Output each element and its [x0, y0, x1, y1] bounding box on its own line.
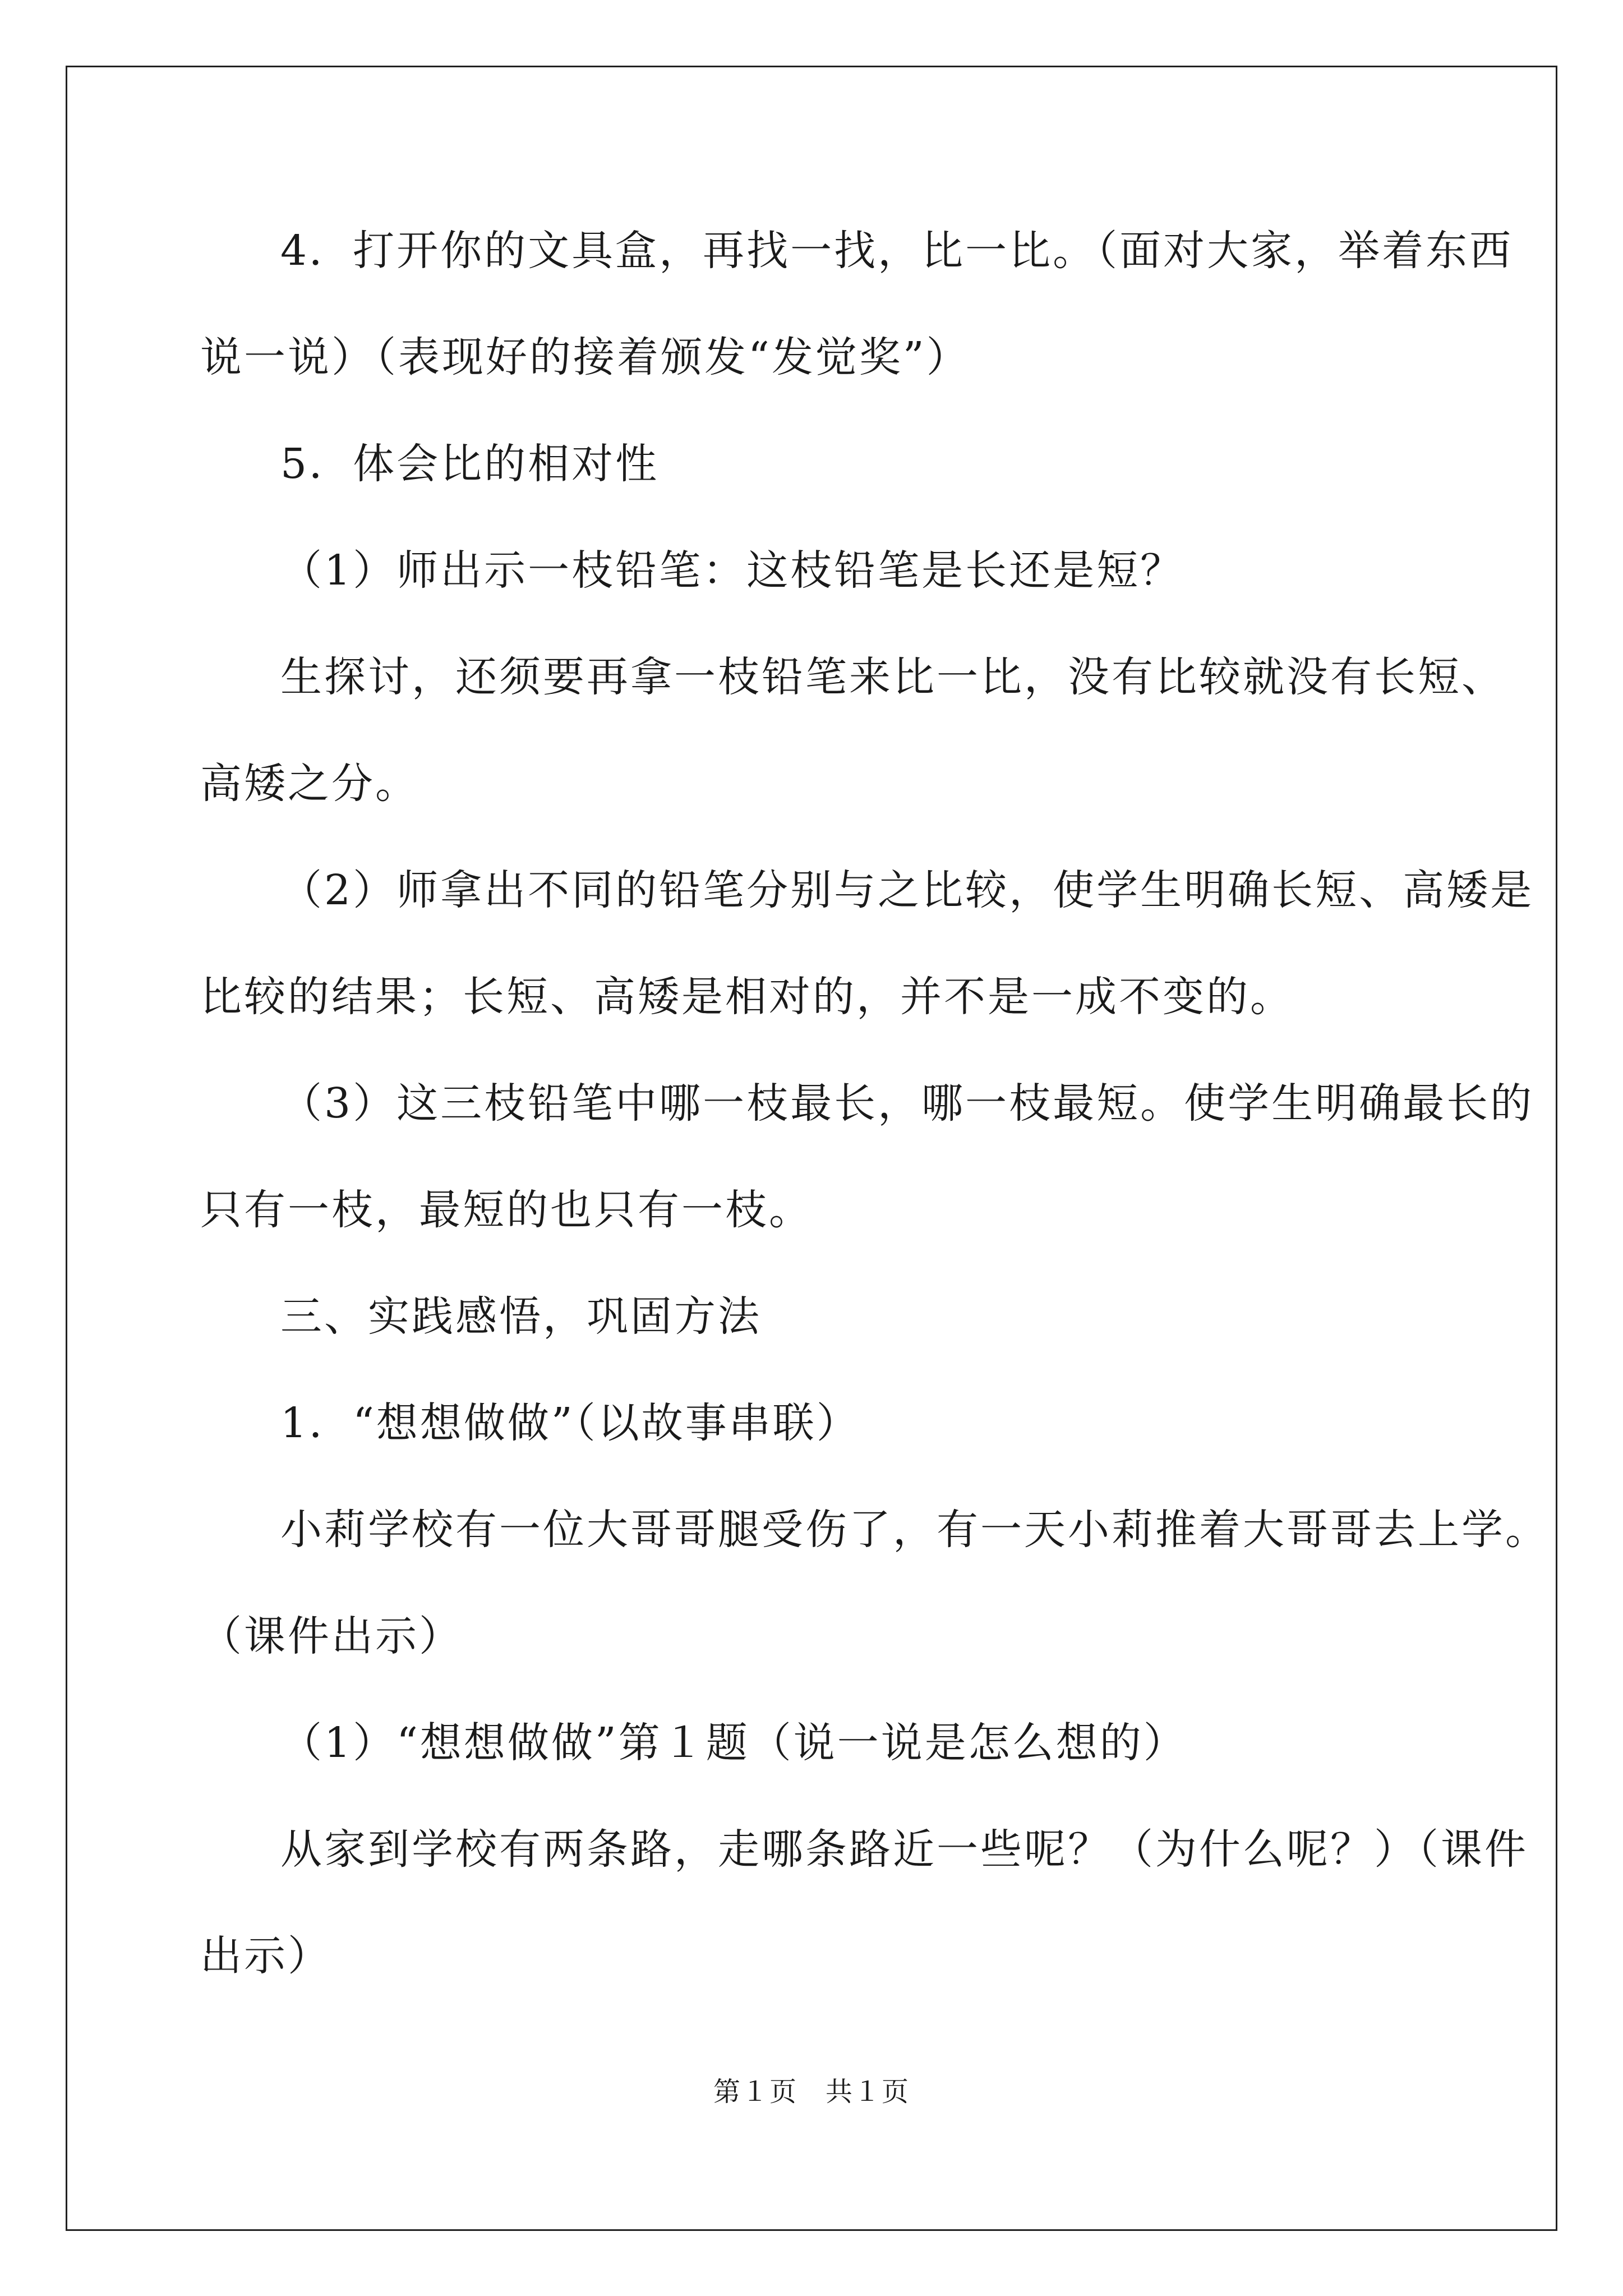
text-line: （1）“想想做做”第１题（说一说是怎么想的）: [280, 1719, 1187, 1767]
text-line: （2）师拿出不同的铅笔分别与之比较，使学生明确长短、高矮是: [280, 866, 1534, 914]
text-line: 三、实践感悟，巩固方法: [280, 1292, 762, 1341]
text-line: 小莉学校有一位大哥哥腿受伤了，有一天小莉推着大哥哥去上学。: [280, 1506, 1549, 1554]
text-line: 从家到学校有两条路，走哪条路近一些呢？（为什么呢？）（课件: [280, 1825, 1528, 1874]
text-line: 说一说）（表现好的接着颁发“发觉奖”）: [200, 333, 970, 381]
page-border: [66, 66, 1557, 2231]
page-number-footer: 第１页 共１页: [713, 2076, 910, 2108]
text-line: 生探讨，还须要再拿一枝铅笔来比一比，没有比较就没有长短、: [280, 653, 1505, 701]
text-line: 1．“想想做做”（以故事串联）: [280, 1399, 860, 1447]
text-line: （1）师出示一枝铅笔：这枝铅笔是长还是短？: [280, 546, 1184, 595]
text-line: 只有一枝，最短的也只有一枝。: [200, 1186, 813, 1234]
text-line: （3）这三枝铅笔中哪一枝最长，哪一枝最短。使学生明确最长的: [280, 1079, 1534, 1128]
text-line: （课件出示）: [200, 1612, 463, 1660]
text-line: 比较的结果；长短、高矮是相对的，并不是一成不变的。: [200, 973, 1294, 1021]
text-line: 出示）: [200, 1932, 331, 1980]
text-line: 5．体会比的相对性: [280, 440, 660, 488]
text-line: 高矮之分。: [200, 760, 419, 808]
text-line: 4．打开你的文具盒，再找一找，比一比。（面对大家，举着东西: [280, 227, 1514, 275]
